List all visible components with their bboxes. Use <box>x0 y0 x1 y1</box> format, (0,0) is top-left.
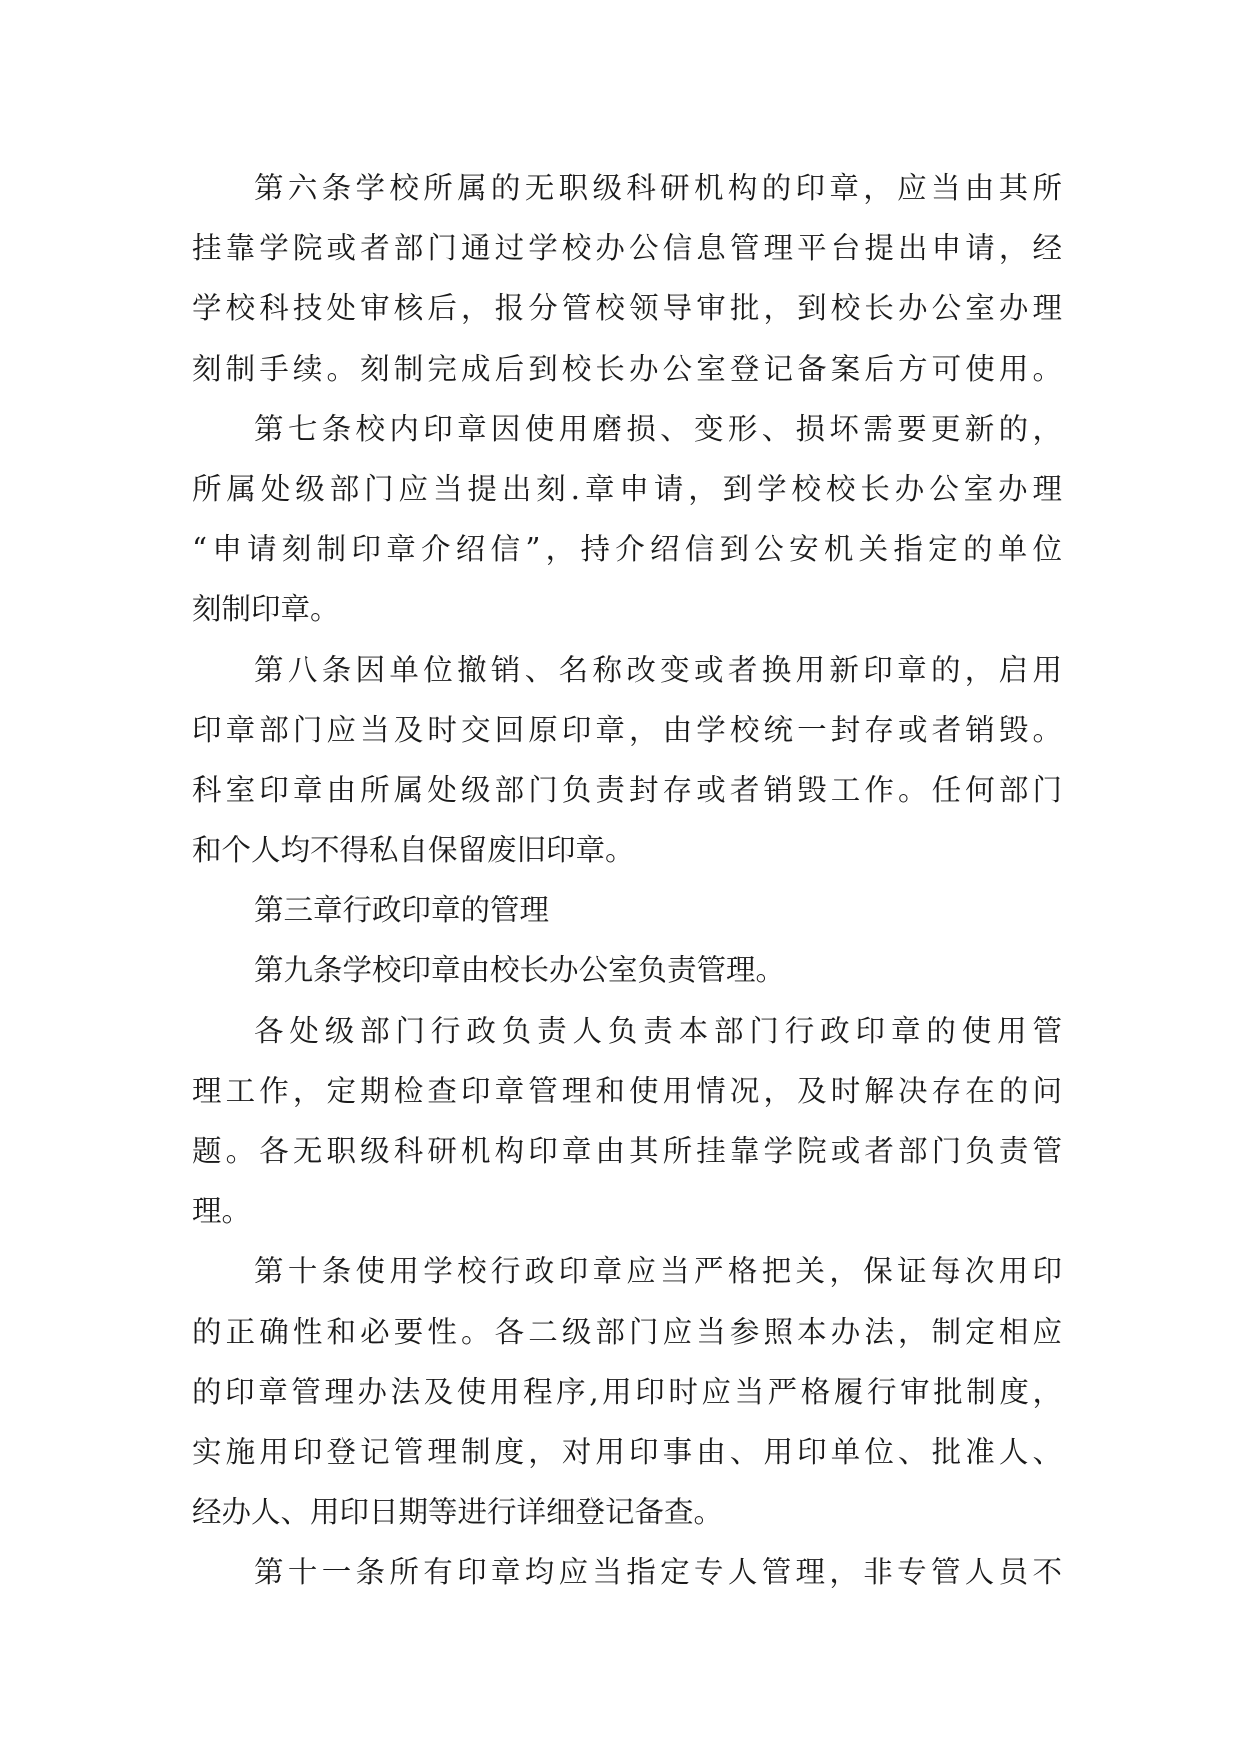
text-line: “申请刻制印章介绍信”，持介绍信到公安机关指定的单位 <box>192 532 1062 567</box>
text-line: 印章部门应当及时交回原印章，由学校统一封存或者销毁。 <box>192 712 1062 747</box>
text-line: 第十条使用学校行政印章应当严格把关，保证每次用印 <box>254 1254 1062 1289</box>
text-line: 理工作，定期检查印章管理和使用情况，及时解决存在的问 <box>192 1073 1062 1108</box>
text-line: 题。各无职级科研机构印章由其所挂靠学院或者部门负责管 <box>192 1134 1062 1168</box>
text-line: 第六条学校所属的无职级科研机构的印章，应当由其所 <box>254 171 1062 205</box>
text-line: 挂靠学院或者部门通过学校办公信息管理平台提出申请，经 <box>192 231 1062 266</box>
text-line: 各处级部门行政负责人负责本部门行政印章的使用管 <box>254 1013 1062 1048</box>
text-line: 所属处级部门应当提出刻.章申请，到学校校长办公室办理 <box>192 471 1062 506</box>
text-line: 第九条学校印章由校长办公室负责管理。 <box>254 953 786 988</box>
text-line: 第七条校内印章因使用磨损、变形、损坏需要更新的， <box>254 411 1062 446</box>
text-line: 科室印章由所属处级部门负责封存或者销毁工作。任何部门 <box>192 772 1062 807</box>
document-body <box>192 158 1062 1603</box>
text-line: 经办人、用印日期等进行详细登记备查。 <box>192 1495 724 1530</box>
text-line: 的印章管理办法及使用程序,用印时应当严格履行审批制度， <box>192 1374 1062 1409</box>
chapter-heading: 第三章行政印章的管理 <box>254 893 550 928</box>
text-line: 刻制印章。 <box>192 592 340 627</box>
text-line: 第八条因单位撤销、名称改变或者换用新印章的，启用 <box>254 652 1062 687</box>
text-line: 刻制手续。刻制完成后到校长办公室登记备案后方可使用。 <box>192 351 1062 386</box>
text-line: 第十一条所有印章均应当指定专人管理，非专管人员不 <box>254 1555 1062 1590</box>
text-line: 学校科技处审核后，报分管校领导审批，到校长办公室办理 <box>192 291 1062 326</box>
text-line: 理。 <box>192 1194 252 1229</box>
text-line: 和个人均不得私自保留废旧印章。 <box>192 833 635 868</box>
text-line: 的正确性和必要性。各二级部门应当参照本办法，制定相应 <box>192 1314 1062 1349</box>
text-line: 实施用印登记管理制度，对用印事由、用印单位、批准人、 <box>192 1434 1062 1469</box>
